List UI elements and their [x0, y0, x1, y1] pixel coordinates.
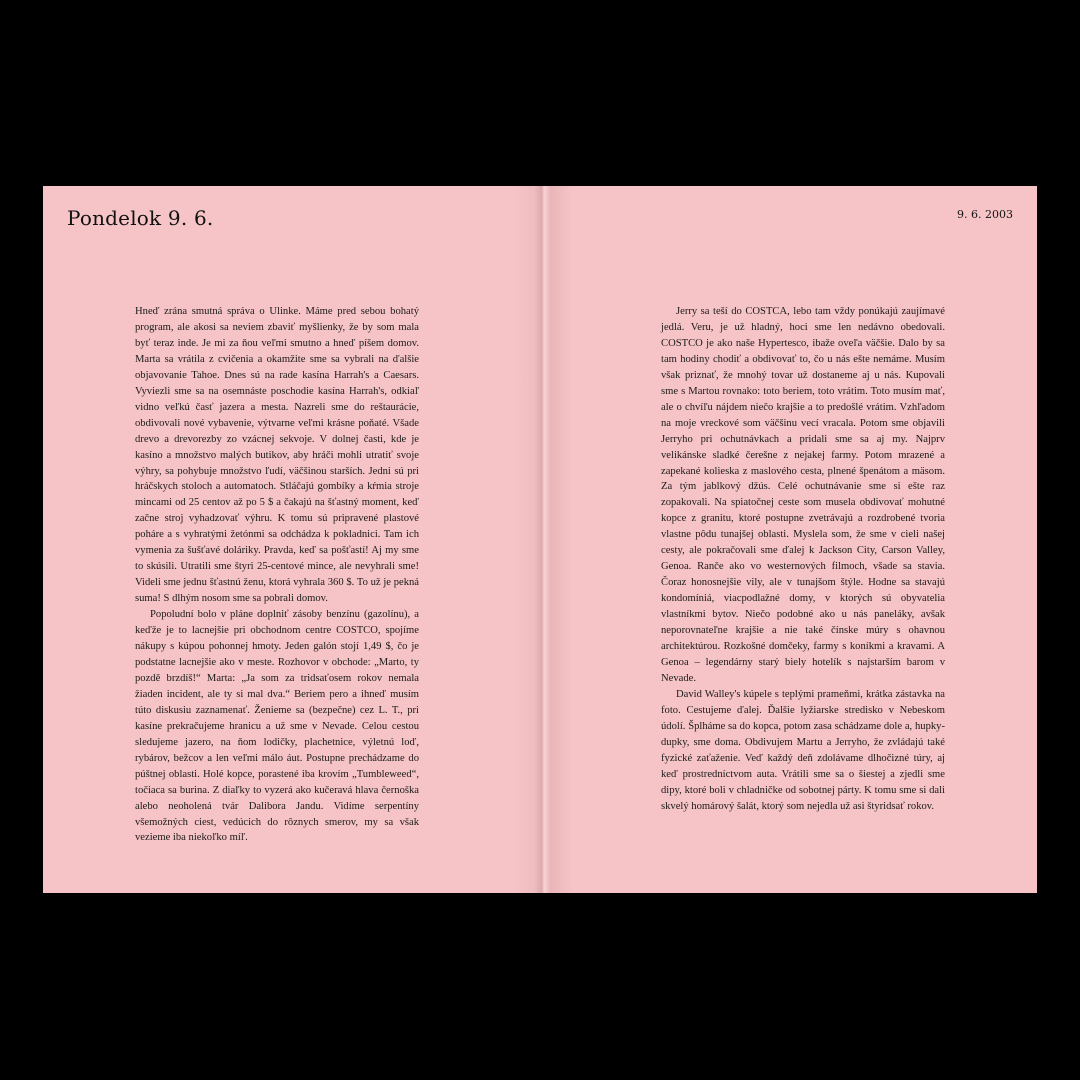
book-spread — [43, 186, 1037, 893]
paragraph: David Walley's kúpele s teplými prameňmi, krátka zástavka na foto. Cestujeme ďalej. Ďalšie lyžiarske stredisko v Nebeskom údolí. Šplháme sa do kopca, potom zasa schádzame dole a, hupky-dupky, sme doma. Obdivujem Martu a Jerryho, že zvládajú také fyzické zaťaženie. Veď každý deň zdolávame dlhočizné túry, aj keď prostredníctvom auta. Vrátili sme sa o šiestej a zjedli sme dipy, ktoré boli v chladničke od sobotnej párty. K tomu sme si dali skvelý homárový šalát, ktorý som nejedla už asi štyridsať rokov. — [661, 688, 945, 812]
page-title: Pondelok 9. 6. — [67, 206, 214, 230]
right-page-text — [661, 304, 945, 815]
paragraph: Popoludní bolo v pláne doplniť zásoby benzínu (gazolínu), a keďže je to lacnejšie pri obchodnom centre COSTCO, spojíme nákupy s kúpou pohonnej hmoty. Jeden galón stojí 1,49 $, čo je podstatne lacnejšie ako v meste. Rozhovor v obchode: „Marto, ty pozdě brzdíš!“ Marta: „Ja som za tridsaťosem rokov nemala žiaden incident, ale ty si mal dva.“ Beriem pero a ihneď musím túto diskusiu zaznamenať. Ženieme sa (bezpečne) cez L. T., pri kasíne prekračujeme hranicu a už sme v Nevade. Celou cestou sledujeme jazero, na ňom lodičky, plachetnice, výletnú loď, rybárov, bežcov a len veľmi málo áut. Postupne prechádzame do púštnej oblasti. Holé kopce, porastené iba krovím „Tumbleweed“, točiaca sa burina. Z diaľky to vyzerá ako kučeravá hlava černoška alebo neoholená tvár Dalibora Jandu. Vidíme serpentíny všemožných ciest, vedúcich do rôznych smerov, my sa však vezieme iba niekoľko míľ. — [135, 609, 419, 844]
date-header: 9. 6. 2003 — [957, 208, 1013, 221]
left-page-text — [135, 304, 419, 846]
paragraph: Hneď zrána smutná správa o Ulinke. Máme pred sebou bohatý program, ale akosi sa neviem zbaviť myšlienky, že by som mala byť teraz inde. Je mi za ňou veľmi smutno a hneď píšem domov. Marta sa vrátila z cvičenia a okamžite sme sa vybrali na ďalšie objavovanie Tahoe. Dnes sú na rade kasína Harrah's a Caesars. Vyviezli sme sa na osemnáste poschodie kasína Harrah's, odkiaľ vidno veľkú časť jazera a mesta. Nazreli sme do reštaurácie, obdivovali nové vybavenie, výtvarne veľmi krásne poňaté. Všade drevo a drevorezby zo vzácnej sekvoje. V dolnej časti, kde je kasíno a množstvo malých butikov, aby hráči mohli utratiť svoje výhry, sa pohybuje množstvo ľudí, väčšinou starších. Jedni sú pri hráčskych stoloch a automatoch. Stláčajú gombíky a kŕmia stroje mincami od 25 centov až po 5 $ a čakajú na šťastný moment, keď začne stroj vyhadzovať výhru. K tomu sú pripravené plastové poháre a s vyhratými žetónmi sa odchádza k pokladnici. Tam ich vymenia za šušťavé doláriky. Pravda, keď sa pošťastí! Aj my sme to skúsili. Utratili sme štyri 25-centové mince, ale nevyhrali sme! Videli sme jednu šťastnú ženu, ktorá vyhrala 360 $. To už je pekná suma! S dlhým nosom sme sa pobrali domov. — [135, 306, 419, 605]
book-gutter — [513, 186, 573, 893]
paragraph: Jerry sa teší do COSTCA, lebo tam vždy ponúkajú zaujímavé jedlá. Veru, je už hladný, hoci sme len nedávno obedovali. COSTCO je ako naše Hypertesco, ibaže oveľa väčšie. Dalo by sa tam hodiny chodiť a obdivovať to, čo u nás ešte nemáme. Musím však priznať, že mnohý tovar už dostaneme aj u nás. Kupovali sme s Martou rovnako: toto beriem, toto vrátim. Toto musím mať, ale o chvíľu nájdem niečo krajšie a to predošlé vrátim. Vzhľadom na moje vreckové som väčšinu vecí vracala. Potom sme objavili Jerryho pri ochutnávkach a pridali sme sa aj my. Najprv velikánske sladké čerešne z nejakej farmy. Potom mrazené a zapekané kolieska z maslového cesta, plnené špenátom a mäsom. Za tým jablkový džús. Celé ochutnávanie sme si ešte raz zopakovali. Na spiatočnej ceste som musela obdivovať mohutné kopce z granitu, ktoré postupne zvetrávajú a rozdrobené tvoria vlastne pôdu tunajšej oblasti. Myslela som, že sme v cieli našej cesty, ale pokračovali sme ďalej k Jackson City, Carson Valley, Genoa. Ranče ako vo westernových filmoch, všade sa stavia. Čoraz honosnejšie vily, ale v tunajšom štýle. Hodne sa stavajú kondomíniá, viacpodlažné domy, v ktorých sú obyvatelia vlastníkmi bytov. Niečo podobné ako u nás paneláky, avšak neporovnateľne krajšie a nie také čínske múry s ohavnou architektúrou. Rozkošné domčeky, farmy s koníkmi a kravami. A Genoa – legendárny starý biely hotelík s najstarším barom v Nevade. — [661, 306, 945, 684]
